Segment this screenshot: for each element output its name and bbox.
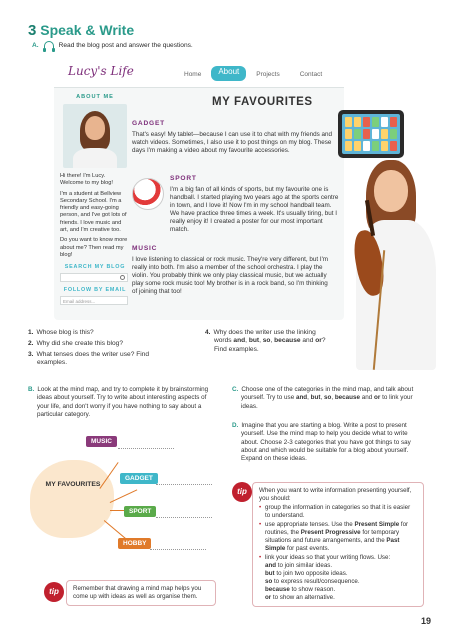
- mind-map-centre-shape: [30, 460, 114, 538]
- about-paragraph: Do you want to know more about me? Then read my blog!: [60, 237, 128, 258]
- mind-map-centre: MY FAVOURITES: [45, 481, 101, 488]
- music-heading: MUSIC: [132, 245, 158, 252]
- email-field[interactable]: Email address...: [60, 296, 128, 305]
- section-title: [28, 22, 134, 39]
- girl-with-violin-image: [348, 160, 443, 375]
- mind-map-sport: SPORT: [124, 506, 156, 517]
- blog-logo: Lucy's Life: [68, 64, 134, 78]
- gadget-heading: GADGET: [132, 120, 166, 127]
- linking-word-item: but to join two opposite ideas.: [265, 570, 348, 577]
- tip-box-1: Remember that drawing a mind map helps you come up with ideas as well as organise them.: [66, 580, 216, 606]
- nav-home[interactable]: Home: [184, 71, 202, 78]
- task-a-text: Read the blog post and answer the questions.: [58, 42, 193, 49]
- linking-words-list: [259, 562, 417, 602]
- task-c: C. Choose one of the categories in the mind map, and talk about yourself. Try to use and, but, so, because and or to link your ideas.: [232, 386, 414, 410]
- mind-map-music: MUSIC: [86, 436, 117, 447]
- tip-point: • link your ideas so that your writing flows. Use:: [259, 554, 417, 562]
- tip-point: • use appropriate tenses. Use the Present Simple for routines, the Present Progressive for temporary situations and future arrangements, and the Past Simple for past events.: [259, 521, 417, 553]
- nav-contact[interactable]: Contact: [299, 71, 323, 78]
- question-1: 1. Whose blog is this?: [28, 329, 94, 336]
- question-2: 2. Why did she create this blog?: [28, 340, 123, 347]
- task-a: [32, 41, 193, 50]
- linking-word-item: because to show reason.: [265, 586, 336, 593]
- mind-map-hobby: HOBBY: [118, 538, 151, 549]
- ball-image: [132, 178, 164, 210]
- search-icon[interactable]: [120, 275, 125, 280]
- blog-header: [54, 58, 344, 88]
- section-number: 3: [28, 22, 37, 39]
- about-paragraph: I'm a student at Bellview Secondary School. I'm a friendly and easy-going person, and I've got lots of friends. I love music and art, and I'm creative too.: [60, 190, 127, 234]
- task-d: D. Imagine that you are starting a blog. Write a post to present yourself. Use the mind map to help you decide what to write about. Choose 2-3 categories that you have got things to say about and which would be suitable for a blog about yourself. Expand on these ideas.: [232, 422, 411, 463]
- tip-intro: When you want to write information presenting yourself, you should:: [259, 487, 412, 502]
- about-me-label: ABOUT ME: [76, 94, 114, 100]
- linking-word-item: or to show an alternative.: [265, 594, 335, 601]
- linking-word-item: and to join similar ideas.: [265, 562, 333, 569]
- tip-badge-2: tip: [232, 482, 252, 502]
- tablet-image: [338, 110, 404, 158]
- sport-heading: SPORT: [170, 175, 197, 182]
- nav-about[interactable]: About: [211, 66, 246, 81]
- music-text: I love listening to classical or rock music. They're very different, but I'm really into both. I'm also a member of the school orchestra. I play the violin. You probably think we only play classical music, but we actually play some rock music too! My brother is in a rock band, so I'm thinking of joining that too!: [132, 256, 329, 295]
- about-paragraph: Hi there! I'm Lucy. Welcome to my blog!: [60, 173, 113, 187]
- blog-nav: [174, 68, 332, 81]
- profile-photo: [63, 104, 127, 168]
- mind-map: [30, 420, 220, 580]
- tip-point: • group the information in categories so that it is easier to understand.: [259, 504, 417, 520]
- section-title-text: Speak & Write: [40, 22, 135, 38]
- search-label: SEARCH MY BLOG: [64, 264, 126, 271]
- blog-main-title: MY FAVOURITES: [212, 96, 313, 108]
- page-number: 19: [420, 616, 431, 626]
- blog-sidebar: [60, 94, 130, 305]
- search-input[interactable]: [60, 273, 128, 282]
- follow-label: FOLLOW BY EMAIL: [63, 287, 127, 294]
- gadget-text: That's easy! My tablet—because I can use it to chat with my friends and watch videos. Sometimes, I also use it to post things on my blog. These days I'm making a video about my favourite accessories.: [132, 131, 332, 154]
- mind-map-gadget: GADGET: [120, 473, 158, 484]
- linking-word-item: so to express result/consequence.: [265, 578, 360, 585]
- sport-text: I'm a big fan of all kinds of sports, but my favourite one is handball. I started playing two years ago at the sports centre in town, and I love it! Now I'm in my school handball team. We have practice three times a week. It's usually tiring, but I really enjoy it! I created a poster for our most important match.: [170, 186, 339, 233]
- question-3: 3. What tenses does the writer use? Find examples.: [28, 351, 150, 367]
- question-4: 4. Why does the writer use the linking words and, but, so, because and or? Find examples.: [205, 329, 326, 353]
- tip-box-2: [252, 482, 424, 607]
- tip-list: [259, 504, 417, 562]
- task-a-letter: A.: [32, 42, 39, 49]
- about-text: [60, 173, 130, 259]
- headphones-icon[interactable]: [44, 41, 54, 50]
- tip-badge-1: tip: [44, 582, 64, 602]
- task-b: B. Look at the mind map, and try to complete it by brainstorming ideas about yourself. Try to write about interesting aspects of your life, and don't worry if you have nothing to say about a particular category.: [28, 386, 209, 418]
- nav-projects[interactable]: Projects: [256, 71, 280, 78]
